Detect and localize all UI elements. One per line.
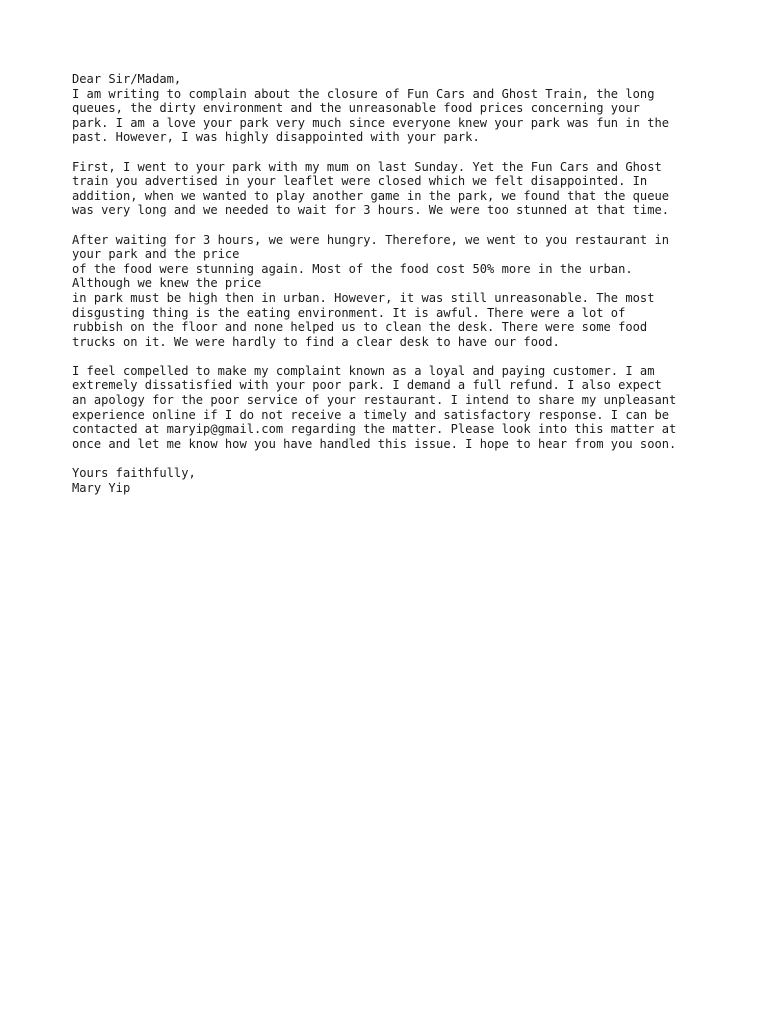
- signature: Mary Yip: [72, 480, 131, 495]
- text-line: train you advertised in your leaflet were closed which we felt disappointed. In: [72, 174, 648, 189]
- text-line: I feel compelled to make my complaint known as a loyal and paying customer. I am: [72, 363, 655, 378]
- text-line: of the food were stunning again. Most of the food cost 50% more in the urban.: [72, 261, 633, 276]
- text-line: I am writing to complain about the closure of Fun Cars and Ghost Train, the long: [72, 86, 655, 101]
- text-line: Although we knew the price: [72, 276, 262, 291]
- paragraph-first-issue: [72, 160, 712, 218]
- text-line: extremely dissatisfied with your poor park. I demand a full refund. I also expect: [72, 378, 662, 393]
- text-line: queues, the dirty environment and the unreasonable food prices concerning your: [72, 101, 640, 116]
- text-line: addition, when we wanted to play another game in the park, we found that the queue: [72, 188, 670, 203]
- text-line: contacted at maryip@gmail.com regarding the matter. Please look into this matter at: [72, 422, 677, 437]
- text-line: trucks on it. We were hardly to find a clear desk to have our food.: [72, 334, 560, 349]
- closing: Yours faithfully,: [72, 466, 196, 481]
- text-line: After waiting for 3 hours, we were hungry. Therefore, we went to you restaurant in: [72, 232, 670, 247]
- text-line: your park and the price: [72, 247, 240, 262]
- text-line: once and let me know how you have handled this issue. I hope to hear from you soon.: [72, 436, 677, 451]
- letter-body: [72, 72, 712, 495]
- text-line: rubbish on the floor and none helped us to clean the desk. There were some food: [72, 320, 648, 335]
- text-line: First, I went to your park with my mum on last Sunday. Yet the Fun Cars and Ghost: [72, 159, 662, 174]
- salutation: Dear Sir/Madam,: [72, 72, 182, 86]
- text-line: past. However, I was highly disappointed with your park.: [72, 130, 480, 145]
- text-line: in park must be high then in urban. However, it was still unreasonable. The most: [72, 290, 655, 305]
- text-line: was very long and we needed to wait for 3 hours. We were too stunned at that time.: [72, 203, 670, 218]
- paragraph-food-issue: [72, 233, 712, 350]
- text-line: an apology for the poor service of your restaurant. I intend to share my unpleasant: [72, 393, 677, 408]
- text-line: disgusting thing is the eating environment. It is awful. There were a lot of: [72, 305, 626, 320]
- paragraph-demands: [72, 364, 712, 452]
- paragraph-intro: [72, 87, 712, 145]
- text-line: park. I am a love your park very much since everyone knew your park was fun in the: [72, 115, 670, 130]
- text-line: experience online if I do not receive a timely and satisfactory response. I can be: [72, 407, 670, 422]
